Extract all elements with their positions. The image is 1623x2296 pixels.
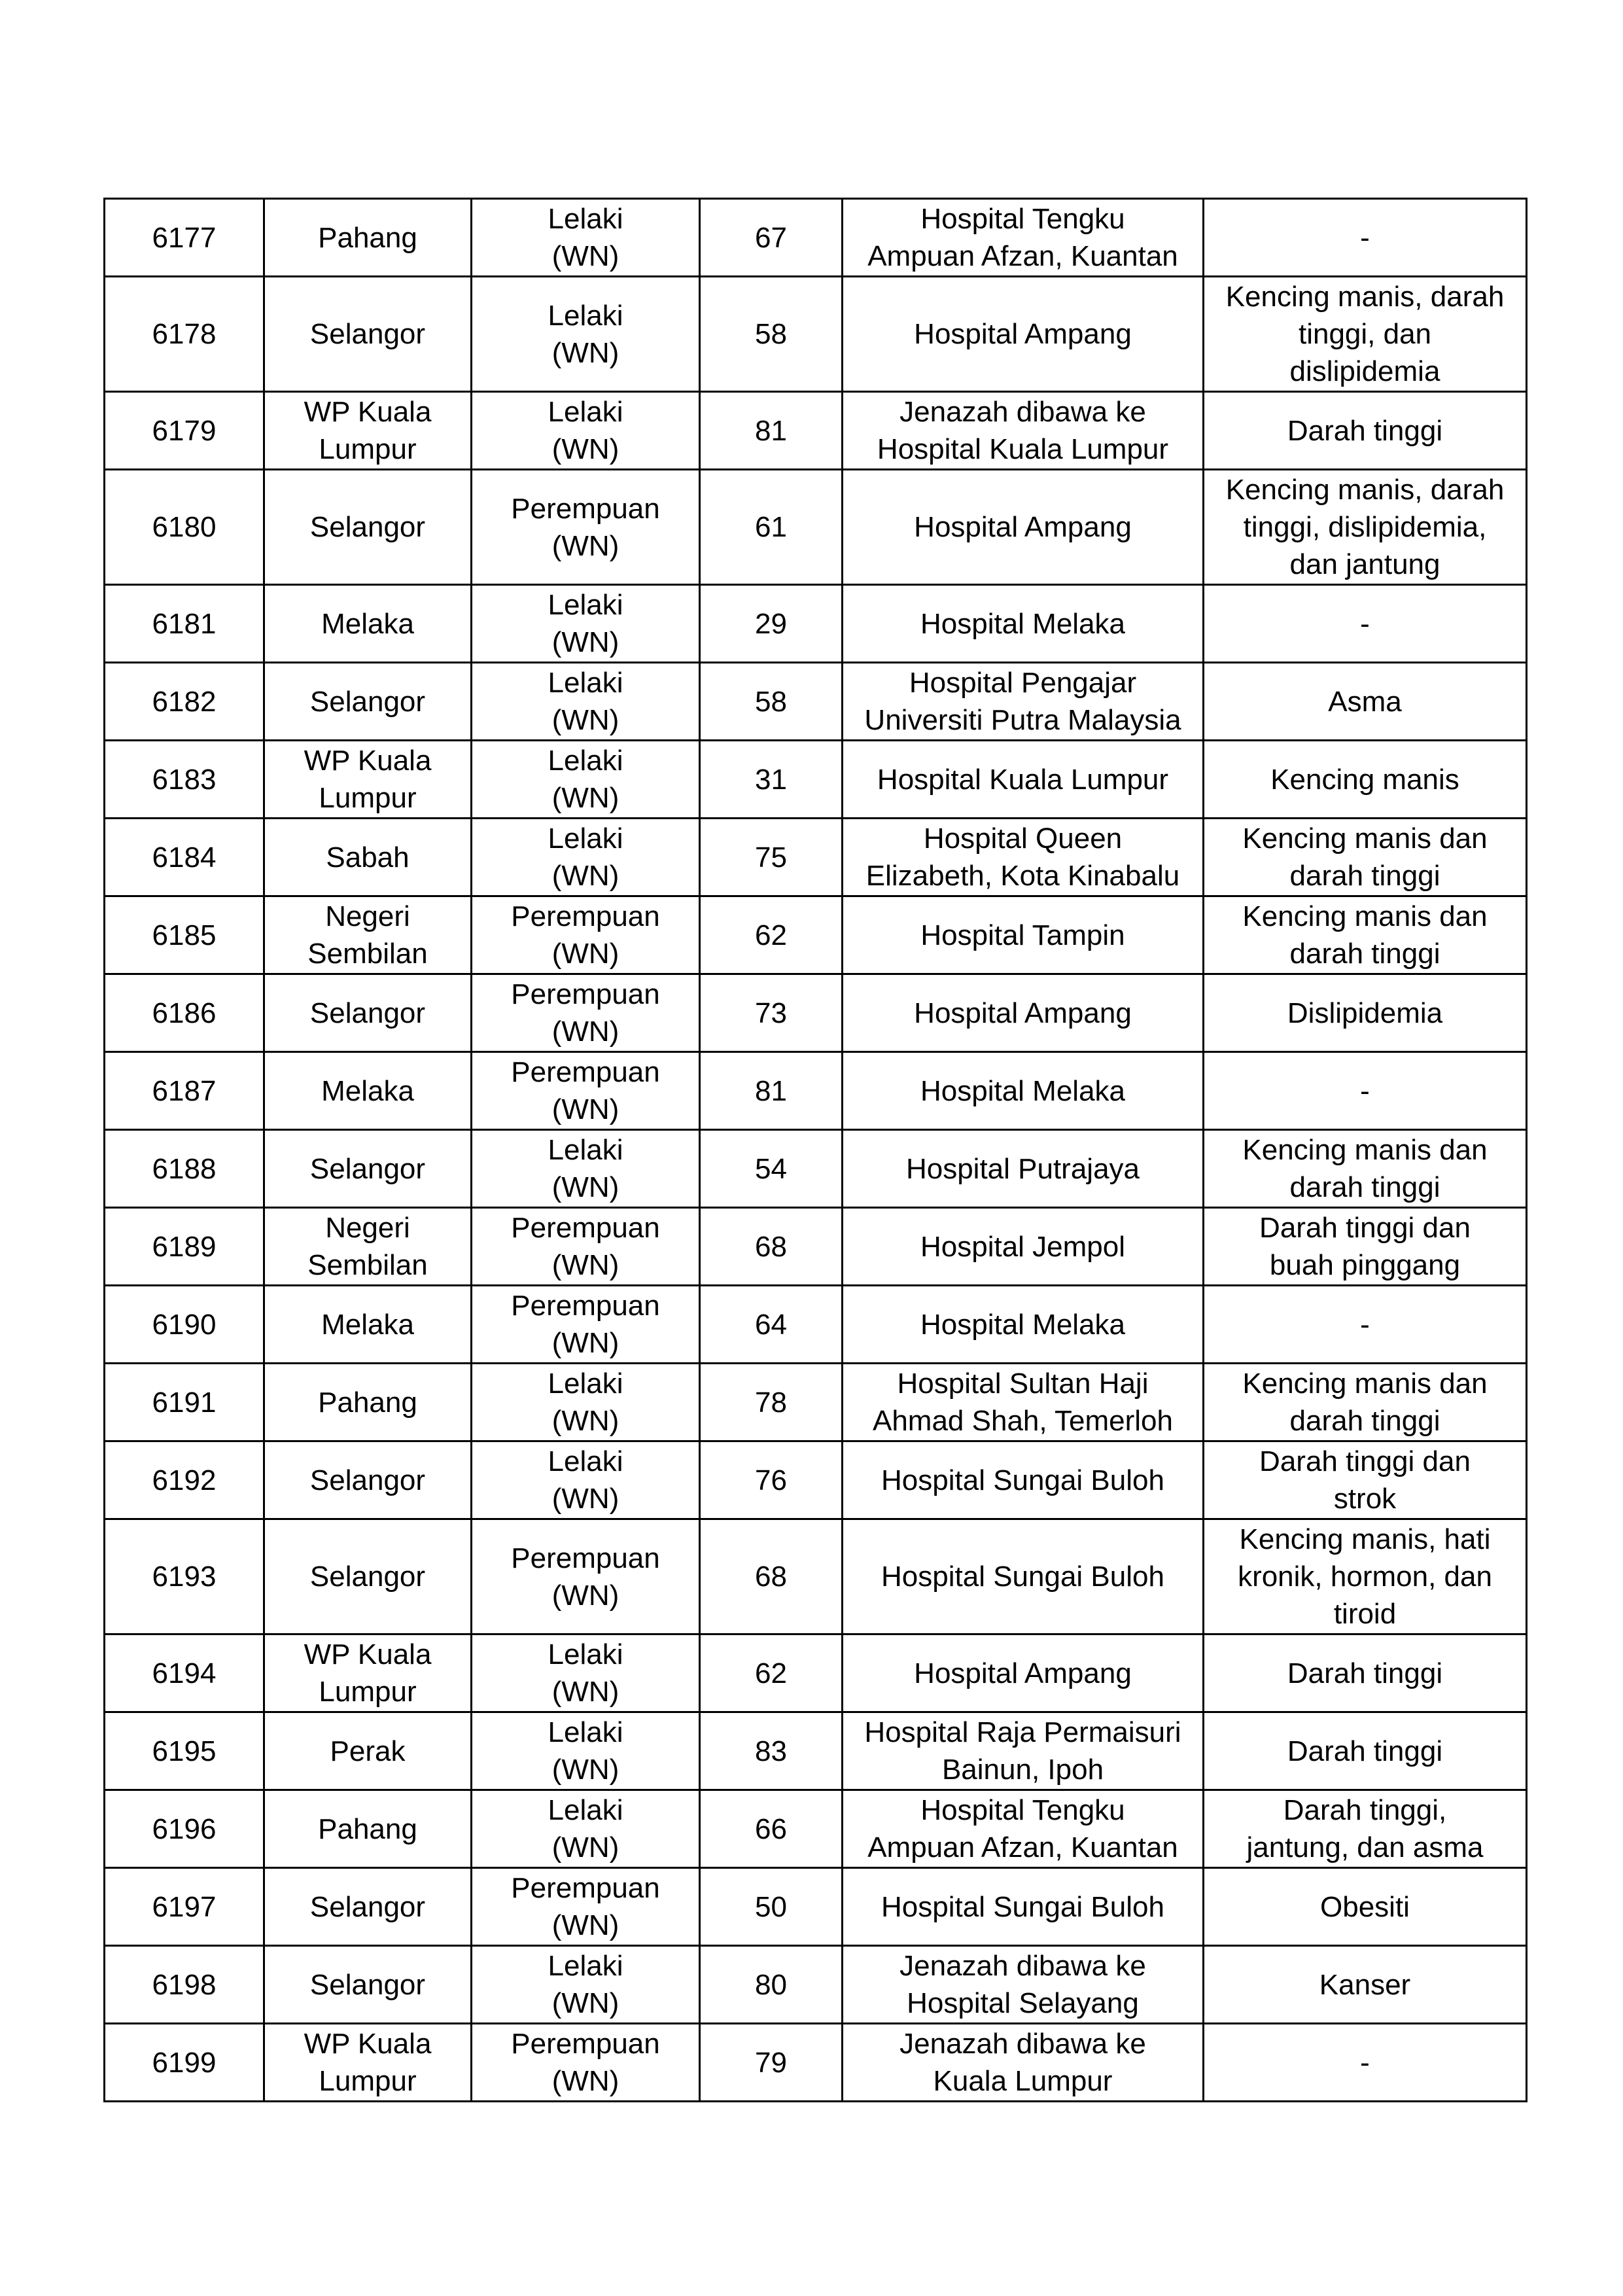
case-number-cell: 6196 xyxy=(105,1790,264,1868)
comorbidity-cell: - xyxy=(1204,199,1527,277)
state-cell: Negeri Sembilan xyxy=(264,896,472,974)
case-number-cell: 6179 xyxy=(105,392,264,470)
gender-cell: Perempuan (WN) xyxy=(472,1519,700,1634)
table-row xyxy=(105,2024,1527,2102)
state-cell: Selangor xyxy=(264,1130,472,1208)
case-number-cell: 6177 xyxy=(105,199,264,277)
comorbidity-cell: Darah tinggi, jantung, dan asma xyxy=(1204,1790,1527,1868)
age-cell: 73 xyxy=(700,974,843,1052)
comorbidity-cell: - xyxy=(1204,2024,1527,2102)
state-cell: WP Kuala Lumpur xyxy=(264,741,472,819)
state-cell: Selangor xyxy=(264,1519,472,1634)
age-cell: 75 xyxy=(700,819,843,896)
gender-cell: Perempuan (WN) xyxy=(472,1868,700,1946)
comorbidity-cell: Asma xyxy=(1204,663,1527,741)
age-cell: 68 xyxy=(700,1208,843,1286)
gender-cell: Lelaki (WN) xyxy=(472,819,700,896)
age-cell: 66 xyxy=(700,1790,843,1868)
table-row xyxy=(105,1868,1527,1946)
case-number-cell: 6199 xyxy=(105,2024,264,2102)
age-cell: 78 xyxy=(700,1364,843,1441)
age-cell: 81 xyxy=(700,1052,843,1130)
comorbidity-cell: Kencing manis dan darah tinggi xyxy=(1204,1130,1527,1208)
gender-cell: Lelaki (WN) xyxy=(472,1441,700,1519)
age-cell: 54 xyxy=(700,1130,843,1208)
state-cell: Perak xyxy=(264,1712,472,1790)
gender-cell: Lelaki (WN) xyxy=(472,741,700,819)
gender-cell: Perempuan (WN) xyxy=(472,896,700,974)
gender-cell: Lelaki (WN) xyxy=(472,199,700,277)
facility-cell: Hospital Queen Elizabeth, Kota Kinabalu xyxy=(843,819,1204,896)
facility-cell: Jenazah dibawa ke Hospital Kuala Lumpur xyxy=(843,392,1204,470)
gender-cell: Lelaki (WN) xyxy=(472,277,700,392)
age-cell: 81 xyxy=(700,392,843,470)
state-cell: WP Kuala Lumpur xyxy=(264,1634,472,1712)
gender-cell: Lelaki (WN) xyxy=(472,1790,700,1868)
state-cell: Selangor xyxy=(264,1441,472,1519)
state-cell: Negeri Sembilan xyxy=(264,1208,472,1286)
gender-cell: Perempuan (WN) xyxy=(472,2024,700,2102)
case-number-cell: 6185 xyxy=(105,896,264,974)
table-row xyxy=(105,1519,1527,1634)
gender-cell: Lelaki (WN) xyxy=(472,663,700,741)
comorbidity-cell: Kencing manis dan darah tinggi xyxy=(1204,819,1527,896)
table-row xyxy=(105,1946,1527,2024)
age-cell: 62 xyxy=(700,1634,843,1712)
facility-cell: Hospital Raja Permaisuri Bainun, Ipoh xyxy=(843,1712,1204,1790)
case-number-cell: 6195 xyxy=(105,1712,264,1790)
facility-cell: Hospital Sungai Buloh xyxy=(843,1868,1204,1946)
case-number-cell: 6198 xyxy=(105,1946,264,2024)
state-cell: Selangor xyxy=(264,663,472,741)
facility-cell: Hospital Ampang xyxy=(843,470,1204,585)
table-row xyxy=(105,663,1527,741)
comorbidity-cell: - xyxy=(1204,1286,1527,1364)
state-cell: WP Kuala Lumpur xyxy=(264,392,472,470)
age-cell: 50 xyxy=(700,1868,843,1946)
case-number-cell: 6194 xyxy=(105,1634,264,1712)
gender-cell: Lelaki (WN) xyxy=(472,1130,700,1208)
age-cell: 61 xyxy=(700,470,843,585)
comorbidity-cell: Darah tinggi xyxy=(1204,392,1527,470)
case-number-cell: 6189 xyxy=(105,1208,264,1286)
state-cell: Selangor xyxy=(264,974,472,1052)
gender-cell: Lelaki (WN) xyxy=(472,1712,700,1790)
table-row xyxy=(105,585,1527,663)
comorbidity-cell: Darah tinggi dan strok xyxy=(1204,1441,1527,1519)
table-row xyxy=(105,1634,1527,1712)
comorbidity-cell: Kencing manis, hati kronik, hormon, dan tiroid xyxy=(1204,1519,1527,1634)
gender-cell: Lelaki (WN) xyxy=(472,585,700,663)
gender-cell: Lelaki (WN) xyxy=(472,1634,700,1712)
case-number-cell: 6192 xyxy=(105,1441,264,1519)
gender-cell: Perempuan (WN) xyxy=(472,470,700,585)
age-cell: 83 xyxy=(700,1712,843,1790)
gender-cell: Lelaki (WN) xyxy=(472,392,700,470)
case-table xyxy=(103,198,1527,2102)
state-cell: WP Kuala Lumpur xyxy=(264,2024,472,2102)
facility-cell: Hospital Pengajar Universiti Putra Malaysia xyxy=(843,663,1204,741)
state-cell: Pahang xyxy=(264,1364,472,1441)
facility-cell: Hospital Melaka xyxy=(843,585,1204,663)
facility-cell: Hospital Putrajaya xyxy=(843,1130,1204,1208)
facility-cell: Hospital Tampin xyxy=(843,896,1204,974)
case-number-cell: 6178 xyxy=(105,277,264,392)
age-cell: 67 xyxy=(700,199,843,277)
comorbidity-cell: Darah tinggi xyxy=(1204,1712,1527,1790)
state-cell: Melaka xyxy=(264,1286,472,1364)
age-cell: 58 xyxy=(700,277,843,392)
facility-cell: Hospital Melaka xyxy=(843,1286,1204,1364)
facility-cell: Hospital Kuala Lumpur xyxy=(843,741,1204,819)
age-cell: 80 xyxy=(700,1946,843,2024)
facility-cell: Hospital Ampang xyxy=(843,974,1204,1052)
facility-cell: Hospital Sungai Buloh xyxy=(843,1519,1204,1634)
age-cell: 62 xyxy=(700,896,843,974)
case-number-cell: 6182 xyxy=(105,663,264,741)
table-row xyxy=(105,470,1527,585)
table-row xyxy=(105,1052,1527,1130)
comorbidity-cell: Darah tinggi xyxy=(1204,1634,1527,1712)
table-row xyxy=(105,1790,1527,1868)
facility-cell: Hospital Melaka xyxy=(843,1052,1204,1130)
gender-cell: Lelaki (WN) xyxy=(472,1364,700,1441)
case-number-cell: 6191 xyxy=(105,1364,264,1441)
case-number-cell: 6180 xyxy=(105,470,264,585)
facility-cell: Hospital Tengku Ampuan Afzan, Kuantan xyxy=(843,199,1204,277)
case-number-cell: 6181 xyxy=(105,585,264,663)
facility-cell: Jenazah dibawa ke Hospital Selayang xyxy=(843,1946,1204,2024)
comorbidity-cell: Kencing manis, darah tinggi, dan dislipidemia xyxy=(1204,277,1527,392)
age-cell: 31 xyxy=(700,741,843,819)
comorbidity-cell: Kencing manis dan darah tinggi xyxy=(1204,896,1527,974)
comorbidity-cell: - xyxy=(1204,1052,1527,1130)
comorbidity-cell: Kanser xyxy=(1204,1946,1527,2024)
age-cell: 64 xyxy=(700,1286,843,1364)
table-row xyxy=(105,392,1527,470)
facility-cell: Jenazah dibawa ke Kuala Lumpur xyxy=(843,2024,1204,2102)
facility-cell: Hospital Sultan Haji Ahmad Shah, Temerloh xyxy=(843,1364,1204,1441)
comorbidity-cell: - xyxy=(1204,585,1527,663)
table-row xyxy=(105,1364,1527,1441)
gender-cell: Lelaki (WN) xyxy=(472,1946,700,2024)
table-row xyxy=(105,1286,1527,1364)
comorbidity-cell: Kencing manis xyxy=(1204,741,1527,819)
state-cell: Selangor xyxy=(264,1868,472,1946)
case-number-cell: 6188 xyxy=(105,1130,264,1208)
gender-cell: Perempuan (WN) xyxy=(472,1208,700,1286)
comorbidity-cell: Kencing manis, darah tinggi, dislipidemia, dan jantung xyxy=(1204,470,1527,585)
age-cell: 76 xyxy=(700,1441,843,1519)
case-number-cell: 6184 xyxy=(105,819,264,896)
state-cell: Melaka xyxy=(264,585,472,663)
facility-cell: Hospital Tengku Ampuan Afzan, Kuantan xyxy=(843,1790,1204,1868)
case-number-cell: 6197 xyxy=(105,1868,264,1946)
state-cell: Selangor xyxy=(264,1946,472,2024)
case-number-cell: 6183 xyxy=(105,741,264,819)
table-row xyxy=(105,1208,1527,1286)
table-row xyxy=(105,741,1527,819)
state-cell: Pahang xyxy=(264,1790,472,1868)
age-cell: 79 xyxy=(700,2024,843,2102)
gender-cell: Perempuan (WN) xyxy=(472,1286,700,1364)
comorbidity-cell: Darah tinggi dan buah pinggang xyxy=(1204,1208,1527,1286)
age-cell: 68 xyxy=(700,1519,843,1634)
facility-cell: Hospital Ampang xyxy=(843,277,1204,392)
age-cell: 58 xyxy=(700,663,843,741)
gender-cell: Perempuan (WN) xyxy=(472,1052,700,1130)
table-row xyxy=(105,896,1527,974)
gender-cell: Perempuan (WN) xyxy=(472,974,700,1052)
table-row xyxy=(105,1130,1527,1208)
facility-cell: Hospital Ampang xyxy=(843,1634,1204,1712)
state-cell: Pahang xyxy=(264,199,472,277)
state-cell: Melaka xyxy=(264,1052,472,1130)
comorbidity-cell: Obesiti xyxy=(1204,1868,1527,1946)
table-row xyxy=(105,1712,1527,1790)
table-row xyxy=(105,1441,1527,1519)
table-row xyxy=(105,277,1527,392)
case-number-cell: 6186 xyxy=(105,974,264,1052)
table-row xyxy=(105,974,1527,1052)
table-row xyxy=(105,199,1527,277)
case-number-cell: 6187 xyxy=(105,1052,264,1130)
case-number-cell: 6190 xyxy=(105,1286,264,1364)
case-number-cell: 6193 xyxy=(105,1519,264,1634)
state-cell: Selangor xyxy=(264,277,472,392)
comorbidity-cell: Kencing manis dan darah tinggi xyxy=(1204,1364,1527,1441)
comorbidity-cell: Dislipidemia xyxy=(1204,974,1527,1052)
state-cell: Sabah xyxy=(264,819,472,896)
age-cell: 29 xyxy=(700,585,843,663)
state-cell: Selangor xyxy=(264,470,472,585)
table-row xyxy=(105,819,1527,896)
facility-cell: Hospital Sungai Buloh xyxy=(843,1441,1204,1519)
facility-cell: Hospital Jempol xyxy=(843,1208,1204,1286)
